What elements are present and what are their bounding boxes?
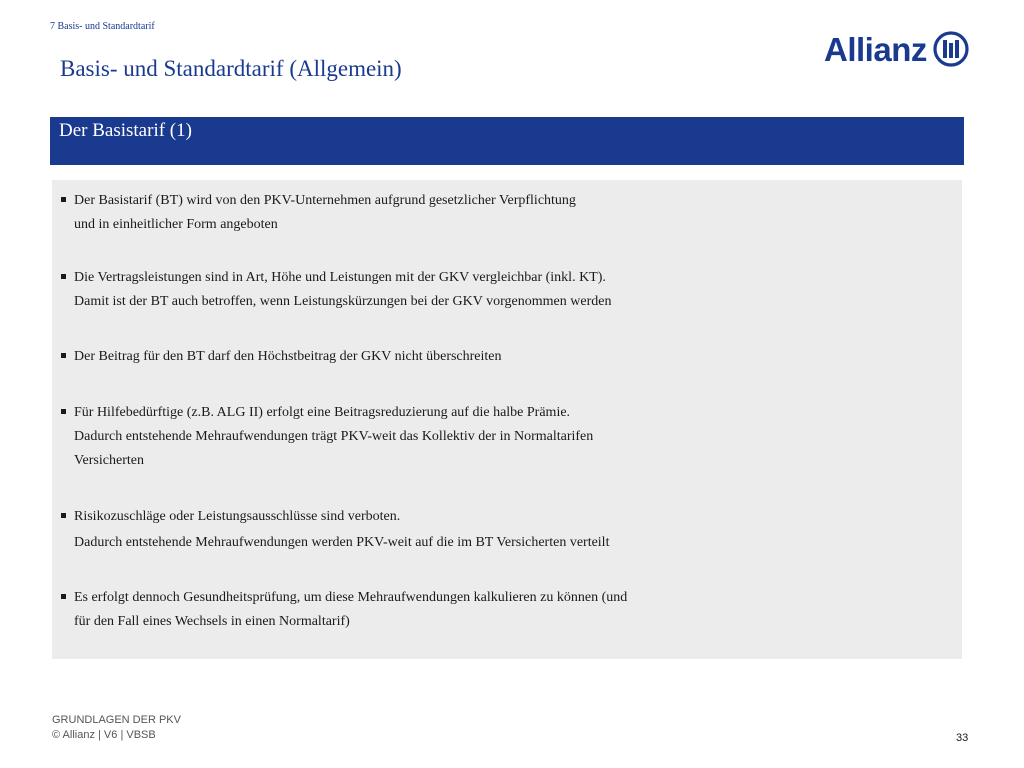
- bullet-marker: [61, 409, 66, 414]
- bullet-line: Risikozuschläge oder Leistungsausschlüsse sind verboten.: [74, 509, 401, 524]
- breadcrumb: 7 Basis- und Standardtarif: [50, 21, 155, 32]
- page-title: Basis- und Standardtarif (Allgemein): [60, 56, 402, 81]
- bullet-line: Es erfolgt dennoch Gesundheitsprüfung, um diese Mehraufwendungen kalkulieren zu können (und: [74, 590, 628, 605]
- bullet-marker: [61, 353, 66, 358]
- section-header: [50, 117, 964, 165]
- bullet-item: [60, 189, 950, 237]
- bullet-line: Die Vertragsleistungen sind in Art, Höhe und Leistungen mit der GKV vergleichbar (inkl. KT).: [74, 270, 606, 285]
- footer: [52, 713, 181, 743]
- bullet-item: [60, 345, 950, 369]
- bullet-item: [60, 586, 950, 634]
- bullet-line: Der Basistarif (BT) wird von den PKV-Unternehmen aufgrund gesetzlicher Verpflichtung: [74, 193, 576, 208]
- logo-wordmark: Allianz: [824, 30, 927, 68]
- bullet-marker: [61, 513, 66, 518]
- bullet-item: [60, 401, 950, 473]
- bullet-line: und in einheitlicher Form angeboten: [74, 217, 278, 232]
- bullet-line: Für Hilfebedürftige (z.B. ALG II) erfolgt eine Beitragsreduzierung auf die halbe Prämie.: [74, 405, 571, 420]
- bullet-line: für den Fall eines Wechsels in einen Normaltarif): [74, 614, 350, 629]
- section-title: Der Basistarif (1): [59, 120, 192, 141]
- bullet-line: Der Beitrag für den BT darf den Höchstbeitrag der GKV nicht überschreiten: [74, 349, 502, 364]
- bullet-line: Dadurch entstehende Mehraufwendungen werden PKV-weit auf die im BT Versicherten verteilt: [74, 535, 610, 550]
- bullet-line: Dadurch entstehende Mehraufwendungen trägt PKV-weit das Kollektiv der in Normaltarifen: [74, 429, 594, 444]
- bullet-line: Versicherten: [74, 453, 144, 468]
- allianz-eagle-icon: [933, 31, 969, 67]
- bullet-item: [60, 266, 950, 314]
- content-box: [52, 180, 962, 659]
- bullet-marker: [61, 197, 66, 202]
- page-number: 33: [956, 732, 969, 744]
- bullet-marker: [61, 594, 66, 599]
- bullet-item: [60, 505, 950, 555]
- footer-copyright: © Allianz | V6 | VBSB: [52, 729, 156, 741]
- allianz-logo: [824, 28, 976, 70]
- footer-line: GRUNDLAGEN DER PKV: [52, 714, 181, 726]
- bullet-marker: [61, 274, 66, 279]
- bullet-line: Damit ist der BT auch betroffen, wenn Leistungskürzungen bei der GKV vorgenommen werden: [74, 294, 612, 309]
